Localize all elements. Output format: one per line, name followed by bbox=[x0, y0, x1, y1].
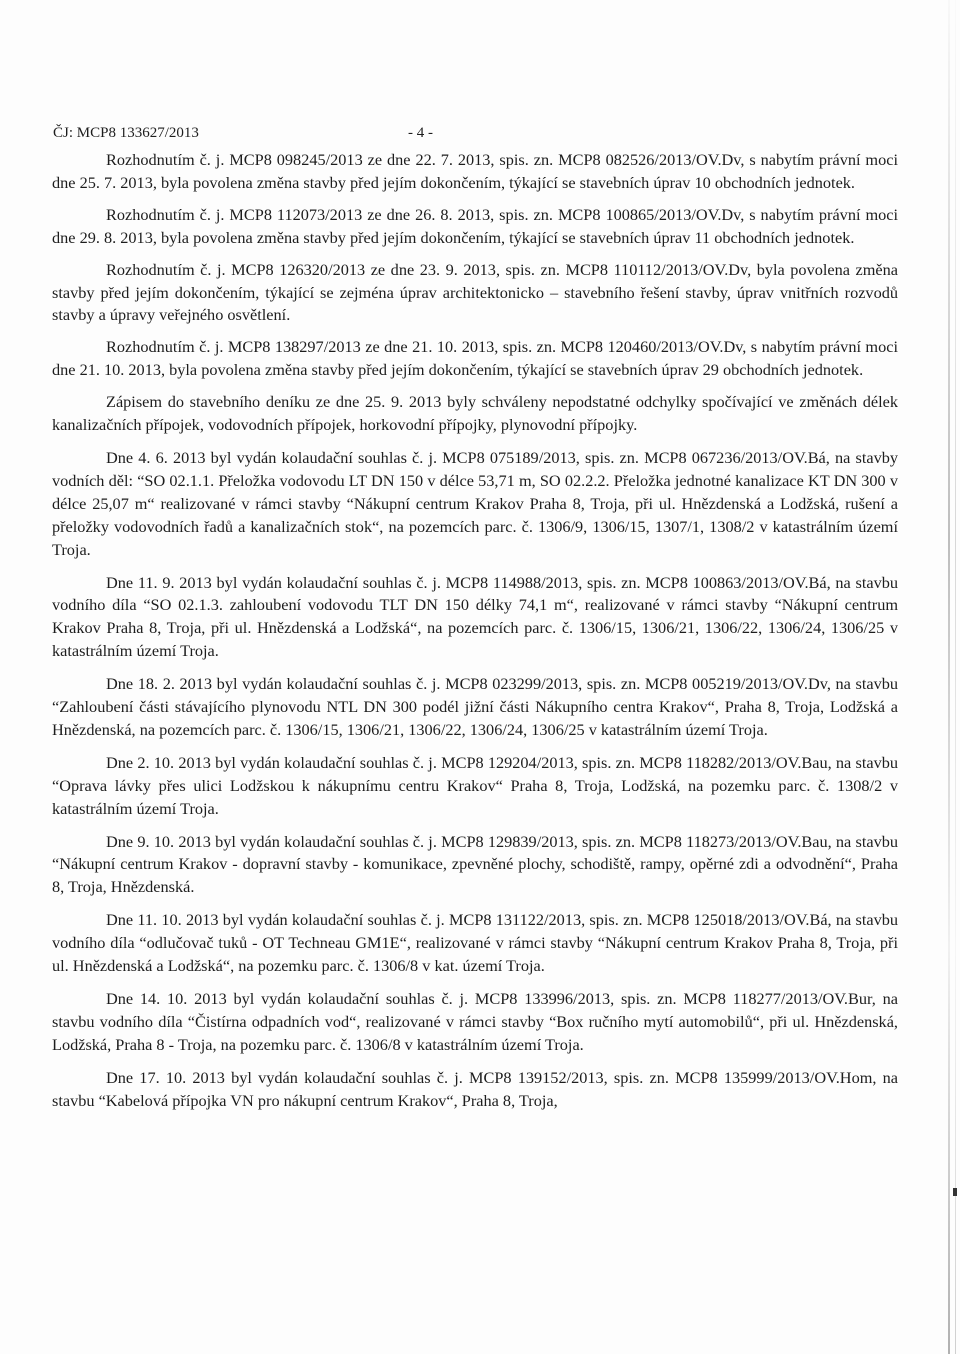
paragraph-approval-june-4: Dne 4. 6. 2013 byl vydán kolaudační souhlas č. j. MCP8 075189/2013, spis. zn. MCP8 067236/2013/OV.Bá, na stavby vodních děl: “SO 02.1.1. Přeložka vodovodu LT DN 150 v délce 53,71 m, SO 02.2.2. Přeložka jednotné kanalizace KT DN 300 v délce 25,07 m“ realizované v rámci stavby “Nákupní centrum Krakov Praha 8, Troja, při ul. Hnězdenská a Lodžská, rušení a přeložky vodovodních řadů a kanalizačních stok“, na pozemcích parc. č. 1306/9, 1306/15, 1307/1, 1308/2 v katastrálním území Troja. bbox=[52, 447, 898, 559]
document-body bbox=[52, 149, 898, 1113]
paragraph-approval-oct-9: Dne 9. 10. 2013 byl vydán kolaudační souhlas č. j. MCP8 129839/2013, spis. zn. MCP8 118273/2013/OV.Bau, na stavbu “Nákupní centrum Krakov - dopravní stavby - komunikace, zpevněné plochy, schodiště, rampy, opěrné zdi a odvodnění“, Praha 8, Troja, Hnězdenská. bbox=[52, 831, 898, 897]
paragraph-approval-sept-11: Dne 11. 9. 2013 byl vydán kolaudační souhlas č. j. MCP8 114988/2013, spis. zn. MCP8 100863/2013/OV.Bá, na stavbu vodního díla “SO 02.1.3. zahloubení vodovodu TLT DN 150 délky 74,1 m“, realizované v rámci stavby “Nákupní centrum Krakov Praha 8, Troja, při ul. Hnězdenská a Lodžská“, na pozemcích parc. č. 1306/15, 1306/21, 1306/22, 1306/24, 1306/25 v katastrálním území Troja. bbox=[52, 572, 898, 661]
paragraph-decision-1: Rozhodnutím č. j. MCP8 098245/2013 ze dne 22. 7. 2013, spis. zn. MCP8 082526/2013/OV.Dv, s nabytím právní moci dne 25. 7. 2013, byla povolena změna stavby před jejím dokončením, týkající se stavebních úprav 10 obchodních jednotek. bbox=[52, 150, 898, 192]
paragraph-decision-3: Rozhodnutím č. j. MCP8 126320/2013 ze dne 23. 9. 2013, spis. zn. MCP8 110112/2013/OV.Dv, byla povolena změna stavby před jejím dokončením, týkající se zejména úprav architektonicko – stavebního řešení stavby, úprav vnitřních rozvodů stavby a úpravy veřejného osvětlení. bbox=[52, 259, 898, 325]
scan-artifact-mark bbox=[953, 1188, 957, 1196]
scan-edge-line-secondary bbox=[955, 0, 956, 1354]
reference-number: ČJ: MCP8 133627/2013 bbox=[53, 125, 199, 141]
scan-edge-line bbox=[948, 0, 950, 1354]
paragraph-approval-oct-2: Dne 2. 10. 2013 byl vydán kolaudační souhlas č. j. MCP8 129204/2013, spis. zn. MCP8 118282/2013/OV.Bau, na stavbu “Oprava lávky přes ulici Lodžskou k nákupnímu centru Krakov“ Praha 8, Troja, Lodžská, na pozemku parc. č. 1308/2 v katastrálním území Troja. bbox=[52, 752, 898, 818]
paragraph-approval-feb-18: Dne 18. 2. 2013 byl vydán kolaudační souhlas č. j. MCP8 023299/2013, spis. zn. MCP8 005219/2013/OV.Dv, na stavbu “Zahloubení části stávajícího plynovodu NTL DN 300 podél jižní části Nákupního centra Krakov“, Praha 8, Troja, Lodžská a Hnězdenská, na pozemcích parc. č. 1306/15, 1306/21, 1306/22, 1306/24, 1306/25 v katastrálním území Troja. bbox=[52, 674, 898, 739]
paragraph-decision-4: Rozhodnutím č. j. MCP8 138297/2013 ze dne 21. 10. 2013, spis. zn. MCP8 120460/2013/OV.Dv, s nabytím právní moci dne 21. 10. 2013, byla povolena změna stavby před jejím dokončením, týkající se stavebních úprav 29 obchodních jednotek. bbox=[52, 337, 898, 380]
paragraph-approval-oct-17: Dne 17. 10. 2013 byl vydán kolaudační souhlas č. j. MCP8 139152/2013, spis. zn. MCP8 135999/2013/OV.Hom, na stavbu “Kabelová přípojka VN pro nákupní centrum Krakov“, Praha 8, Troja, bbox=[52, 1067, 898, 1110]
paragraph-approval-oct-11: Dne 11. 10. 2013 byl vydán kolaudační souhlas č. j. MCP8 131122/2013, spis. zn. MCP8 125018/2013/OV.Bá, na stavbu vodního díla “odlučovač tuků - OT Techneau GM1E“, realizované v rámci stavby “Nákupní centrum Krakov Praha 8, Troja, při ul. Hnězdenská a Lodžská“, na pozemku parc. č. 1306/8 v kat. území Troja. bbox=[52, 910, 898, 976]
page-number: - 4 - bbox=[408, 125, 433, 141]
paragraph-construction-diary: Zápisem do stavebního deníku ze dne 25. 9. 2013 byly schváleny nepodstatné odchylky spočívající ve změnách délek kanalizačních přípojek, vodovodních přípojek, horkovodní přípojky, plynovodní přípojky. bbox=[52, 392, 898, 435]
paragraph-decision-2: Rozhodnutím č. j. MCP8 112073/2013 ze dne 26. 8. 2013, spis. zn. MCP8 100865/2013/OV.Dv, s nabytím právní moci dne 29. 8. 2013, byla povolena změna stavby před jejím dokončením, týkající se stavebních úprav 11 obchodních jednotek. bbox=[52, 204, 898, 247]
paragraph-approval-oct-14: Dne 14. 10. 2013 byl vydán kolaudační souhlas č. j. MCP8 133996/2013, spis. zn. MCP8 118277/2013/OV.Bur, na stavbu vodního díla “Čistírna odpadních vod“, realizované v rámci stavby “Box ručního mytí automobilů“, při ul. Hnězdenská, Lodžská, Praha 8 - Troja, na pozemku parc. č. 1306/8 v katastrálním území Troja. bbox=[52, 989, 898, 1054]
